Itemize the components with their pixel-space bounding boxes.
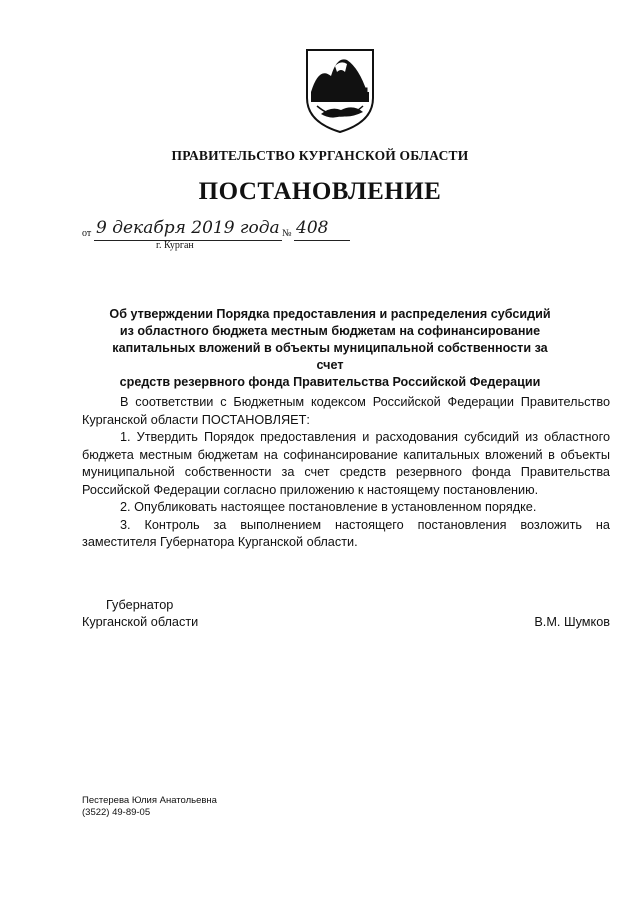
document-body bbox=[82, 394, 610, 552]
item-paragraph: 3. Контроль за выполнением настоящего постановления возложить на заместителя Губернатора Курганской области. bbox=[82, 517, 610, 549]
executor-name: Пестерева Юлия Анатольевна bbox=[82, 795, 217, 806]
coat-of-arms-emblem bbox=[301, 46, 379, 134]
number-underline bbox=[294, 240, 350, 241]
signatory-name: В.М. Шумков bbox=[534, 615, 610, 629]
subject-line: капитальных вложений в объекты муниципальной собственности за счет bbox=[112, 341, 548, 372]
city-label: г. Курган bbox=[156, 240, 194, 251]
handwritten-number: 408 bbox=[296, 218, 329, 238]
subject-line: Об утверждении Порядка предоставления и распределения субсидий bbox=[109, 307, 551, 321]
executor-phone: (3522) 49-89-05 bbox=[82, 807, 151, 818]
handwritten-date: 9 декабря 2019 года bbox=[96, 218, 280, 238]
subject-line: из областного бюджета местным бюджетам на софинансирование bbox=[119, 324, 541, 338]
item-paragraph: 1. Утвердить Порядок предоставления и расходования субсидий из областного бюджета местным бюджетам на софинансирование капитальных вложений в объекты муниципальной собственности за счет средств резервного фонда Правительства Российской Федерации согласно приложению к настоящему постановлению. bbox=[82, 430, 610, 497]
signatory-title-line2: Курганской области bbox=[82, 615, 199, 629]
intro-paragraph: В соответствии с Бюджетным кодексом Российской Федерации Правительство Курганской области ПОСТАНОВЛЯЕТ: bbox=[82, 395, 610, 427]
date-prefix: от bbox=[82, 228, 92, 239]
subject-line: средств резервного фонда Правительства Российской Федерации bbox=[119, 375, 541, 389]
document-subject bbox=[100, 306, 560, 391]
number-prefix: № bbox=[282, 228, 292, 239]
government-title: ПРАВИТЕЛЬСТВО КУРГАНСКОЙ ОБЛАСТИ bbox=[171, 148, 469, 163]
document-type-title: ПОСТАНОВЛЕНИЕ bbox=[198, 178, 442, 205]
item-paragraph: 2. Опубликовать настоящее постановление в установленном порядке. bbox=[120, 500, 537, 514]
signatory-title-line1: Губернатор bbox=[106, 598, 174, 612]
